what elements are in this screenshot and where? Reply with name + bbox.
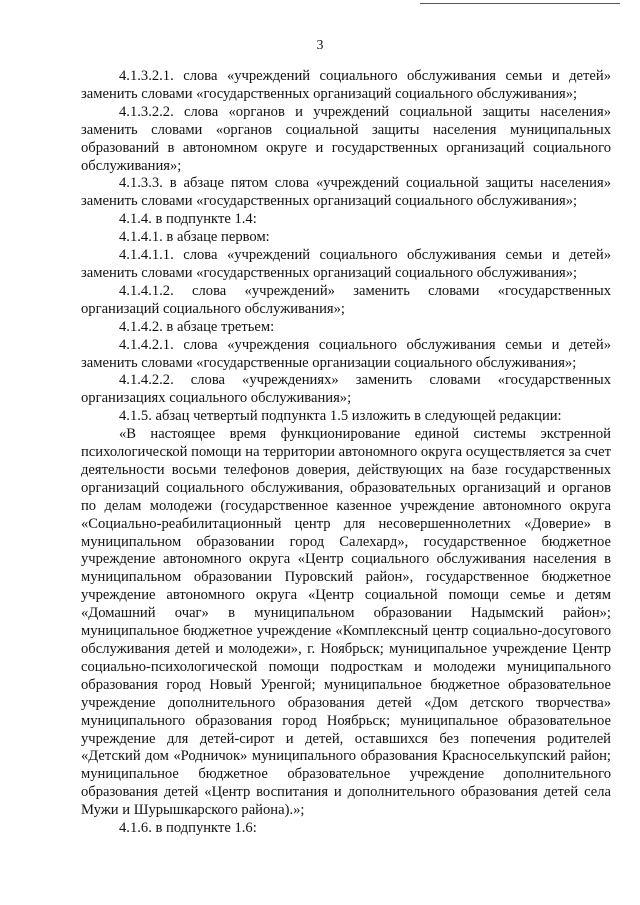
paragraph: 4.1.4.1. в абзаце первом: [119, 229, 270, 246]
paragraph: 4.1.4.1.2. слова «учреждений» заменить словами «государственных организаций социального обслуживания»; [81, 282, 611, 317]
paragraph: 4.1.4.2. в абзаце третьем: [119, 318, 275, 335]
paragraph: 4.1.3.2.1. слова «учреждений социального обслуживания семьи и детей» заменить словами «государственных организаций социального обслуживания»; [81, 68, 611, 102]
paragraph: 4.1.4. в подпункте 1.4: [119, 211, 257, 228]
paragraph: 4.1.4.2.1. слова «учреждения социального обслуживания семьи и детей» заменить словами «государственные организации социального обслуживания»; [81, 336, 611, 371]
paragraph: 4.1.3.3. в абзаце пятом слова «учреждений социальной защиты населения» заменить словами «государственных организаций социального обслуживания»; [81, 175, 611, 210]
top-rule [420, 3, 620, 4]
paragraph: «В настоящее время функционирование единой системы экстренной психологической помощи на территории автономного округа осуществляется за счет деятельности восьми телефонов доверия, действующих на базе государственных организаций социального обслуживания, образовательных организаций и органов по делам молодежи (государственное казенное учреждение автономного округа «Социально-реабилитационный центр для несовершеннолетних «Доверие» в муниципальном образовании город Салехард», государственное бюджетное учреждение автономного округа «Центр социального обслуживания населения в муниципальном образовании Пуровский район», государственное бюджетное учреждение автономного округа «Центр социальной помощи семье и детям «Домашний очаг» в муниципальном образовании Надымский район»; муниципальное бюджетное учреждение «Комплексный центр социально-досугового обслуживания детей и молодежи», г. Ноябрьск; муниципальное учреждение Центр социально-психологической помощи подросткам и молодежи муниципального образования город Новый Уренгой; муниципальное бюджетное образовательное учреждение дополнительного образования детей «Дом детского творчества» муниципального образования город Ноябрьск; муниципальное образовательное учреждение для детей-сирот и детей, оставшихся без попечения родителей «Детский дом «Родничок» муниципального образования Красноселькупский район; муниципальное бюджетное образовательное учреждение дополнительного образования детей «Центр воспитания и дополнительного образования детей села Мужи и Шурышкарского района).»; [81, 426, 611, 819]
paragraph: 4.1.4.1.1. слова «учреждений социального обслуживания семьи и детей» заменить словами «государственных организаций социального обслуживания»; [81, 247, 611, 281]
paragraph: 4.1.5. абзац четвертый подпункта 1.5 изложить в следующей редакции: [119, 408, 562, 425]
paragraph: 4.1.6. в подпункте 1.6: [119, 820, 257, 837]
paragraph: 4.1.4.2.2. слова «учреждениях» заменить словами «государственных организациях социального обслуживания»; [81, 372, 611, 407]
document-body [81, 68, 611, 838]
page-number: 3 [316, 38, 324, 53]
paragraph: 4.1.3.2.2. слова «органов и учреждений социальной защиты населения» заменить словами «органов социальной защиты населения муниципальных образований в автономном округе и государственных организаций социального обслуживания»; [81, 103, 611, 174]
